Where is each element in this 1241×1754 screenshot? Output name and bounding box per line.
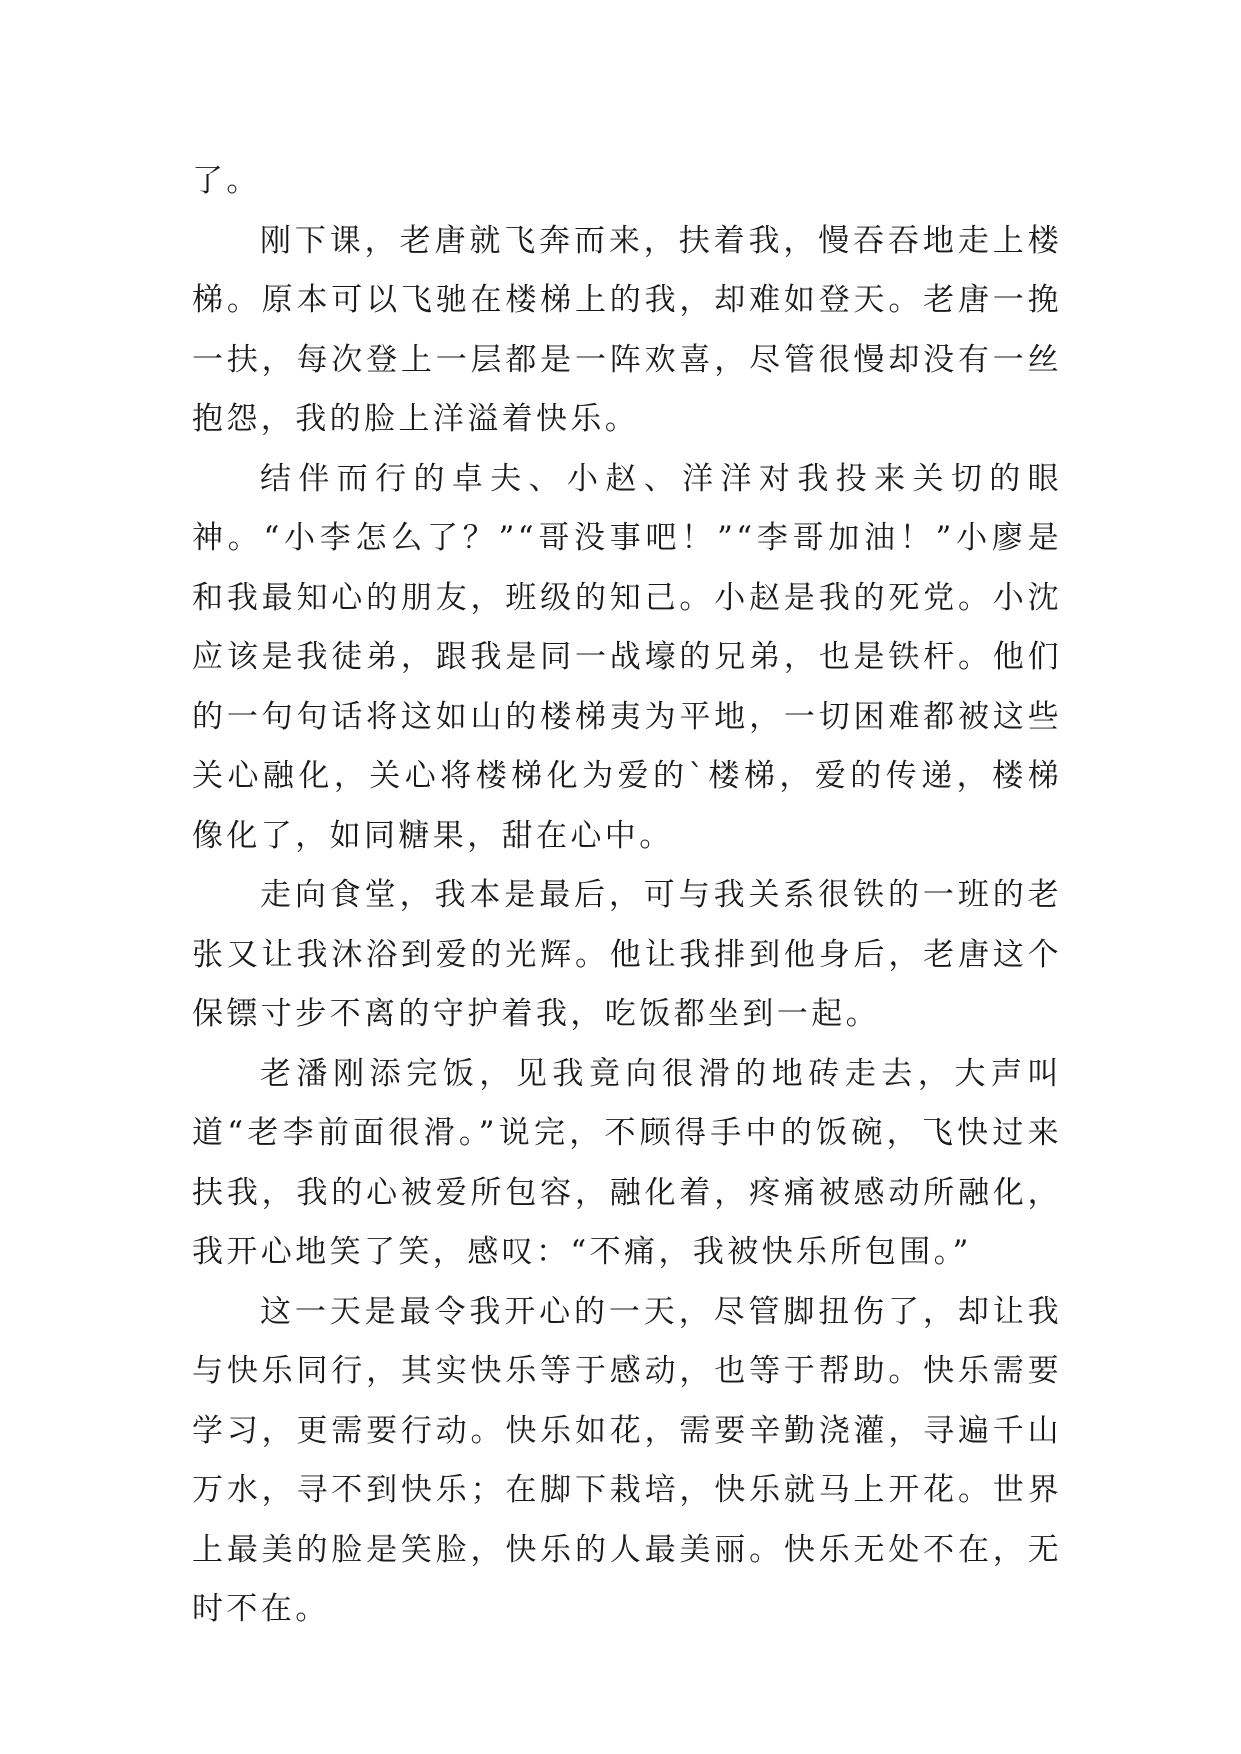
paragraph-conclusion: 这一天是最令我开心的一天，尽管脚扭伤了，却让我与快乐同行，其实快乐等于感动，也等于帮助。快乐需要学习，更需要行动。快乐如花，需要辛勤浇灌，寻遍千山万水，寻不到快乐；在脚下栽培，快乐就马上开花。世界上最美的脸是笑脸，快乐的人最美丽。快乐无处不在，无时不在。	[192, 1293, 1062, 1627]
paragraph-stairs: 刚下课，老唐就飞奔而来，扶着我，慢吞吞地走上楼梯。原本可以飞驰在楼梯上的我，却难如登天。老唐一挽一扶，每次登上一层都是一阵欢喜，尽管很慢却没有一丝抱怨，我的脸上洋溢着快乐。	[192, 222, 1062, 437]
paragraph-continuation: 了。	[192, 163, 261, 199]
paragraph-friends: 结伴而行的卓夫、小赵、洋洋对我投来关切的眼神。“小李怎么了？”“哥没事吧！”“李哥加油！”小廖是和我最知心的朋友，班级的知己。小赵是我的死党。小沈应该是我徒弟，跟我是同一战壕的兄弟，也是铁杆。他们的一句句话将这如山的楼梯夷为平地，一切困难都被这些关心融化，关心将楼梯化为爱的`楼梯，爱的传递，楼梯像化了，如同糖果，甜在心中。	[192, 460, 1062, 854]
paragraph-canteen: 走向食堂，我本是最后，可与我关系很铁的一班的老张又让我沐浴到爱的光辉。他让我排到他身后，老唐这个保镖寸步不离的守护着我，吃饭都坐到一起。	[192, 877, 1062, 1032]
essay-body	[192, 152, 1062, 1640]
paragraph-slippery-floor: 老潘刚添完饭，见我竟向很滑的地砖走去，大声叫道“老李前面很滑。”说完，不顾得手中的饭碗，飞快过来扶我，我的心被爱所包容，融化着，疼痛被感动所融化，我开心地笑了笑，感叹：“不痛，我被快乐所包围。”	[192, 1055, 1062, 1270]
